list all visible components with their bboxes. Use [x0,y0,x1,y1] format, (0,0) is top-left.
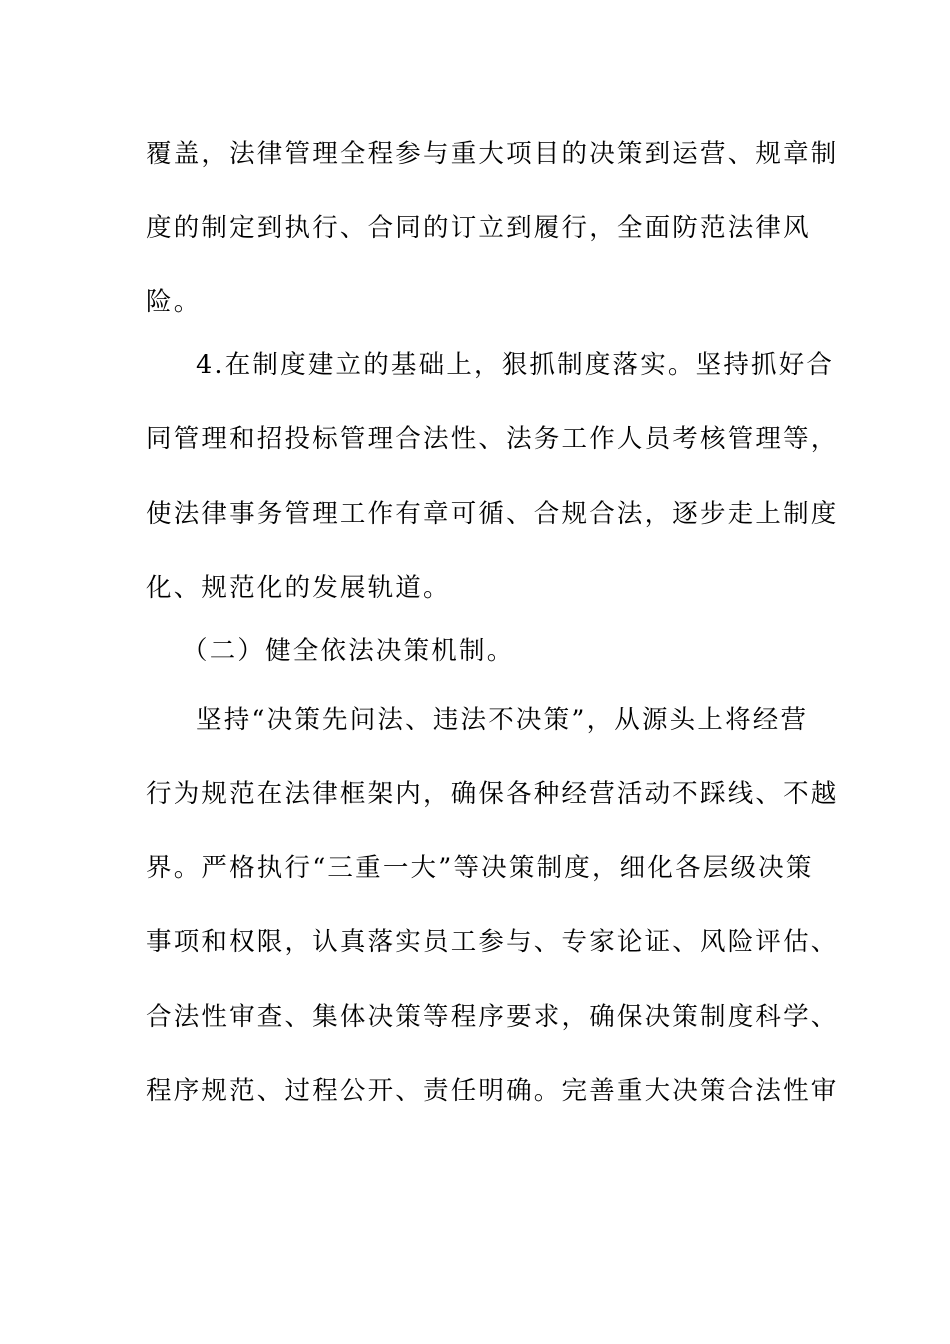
body-text-line: 度的制定到执行、合同的订立到履行，全面防范法律风 [146,213,811,243]
body-text-line: 合法性审查、集体决策等程序要求，确保决策制度科学、 [146,1002,839,1032]
body-text-line: 化、规范化的发展轨道。 [146,573,451,603]
paragraph-start: 坚持“决策先问法、违法不决策”，从源头上将经营 [196,705,809,735]
body-text-line: 界。严格执行“三重一大”等决策制度，细化各层级决策 [146,853,814,883]
body-text-line: 险。 [146,287,202,317]
body-text-line: 事项和权限，认真落实员工参与、专家论证、风险评估、 [146,927,839,957]
body-text-line: 使法律事务管理工作有章可循、合规合法，逐步走上制度 [146,499,839,529]
body-text-line: 覆盖，法律管理全程参与重大项目的决策到运营、规章制 [146,139,839,169]
body-text-line: 同管理和招投标管理合法性、法务工作人员考核管理等， [146,424,839,454]
body-text-line: 程序规范、过程公开、责任明确。完善重大决策合法性审 [146,1076,839,1106]
numbered-paragraph-start: 4.在制度建立的基础上，狠抓制度落实。坚持抓好合 [196,350,835,380]
section-heading: （二）健全依法决策机制。 [182,636,515,666]
body-text-line: 行为规范在法律框架内，确保各种经营活动不踩线、不越 [146,779,839,809]
